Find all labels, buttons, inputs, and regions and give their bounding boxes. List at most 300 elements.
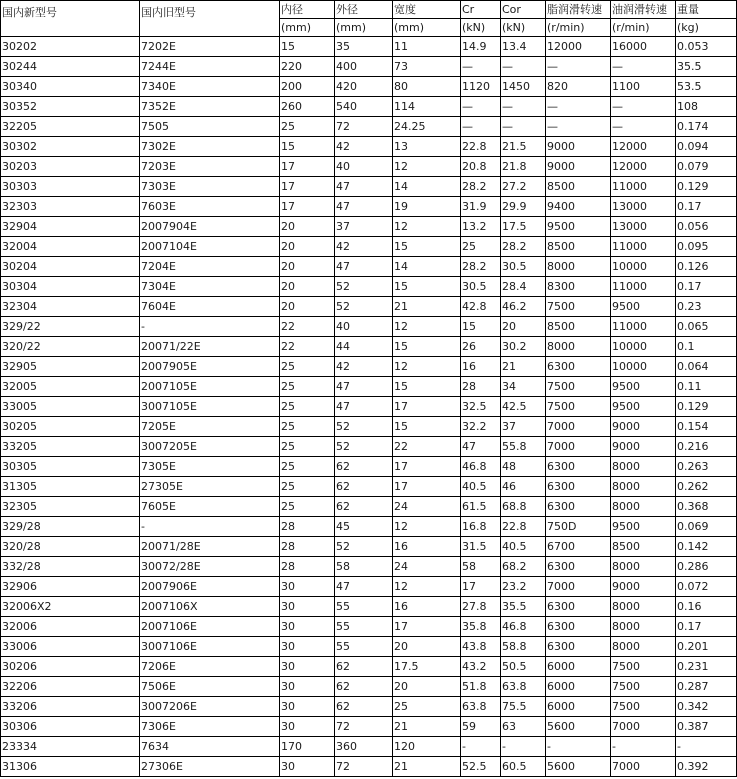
cell-oil-speed: — [611, 57, 676, 77]
cell-cr: 20.8 [461, 157, 501, 177]
cell-cr: 52.5 [461, 757, 501, 777]
cell-old-model: 7605E [140, 497, 280, 517]
cell-cor: 13.4 [501, 37, 546, 57]
cell-cor: 21 [501, 357, 546, 377]
table-row [1, 697, 737, 717]
cell-cor: 29.9 [501, 197, 546, 217]
cell-weight: 0.056 [676, 217, 737, 237]
cell-inner-diameter: 25 [280, 417, 335, 437]
cell-grease-speed: 6000 [546, 677, 611, 697]
cell-outer-diameter: 52 [335, 277, 393, 297]
cell-cr: 16 [461, 357, 501, 377]
cell-outer-diameter: 47 [335, 397, 393, 417]
cell-inner-diameter: 30 [280, 577, 335, 597]
cell-cor: 42.5 [501, 397, 546, 417]
cell-width: 24 [393, 557, 461, 577]
unit-weight: (kg) [676, 19, 737, 37]
table-row [1, 217, 737, 237]
cell-new-model: 32303 [1, 197, 140, 217]
cell-inner-diameter: 25 [280, 377, 335, 397]
table-row [1, 757, 737, 777]
cell-weight: 0.201 [676, 637, 737, 657]
cell-grease-speed: — [546, 97, 611, 117]
cell-width: 14 [393, 257, 461, 277]
cell-cr: 15 [461, 317, 501, 337]
cell-oil-speed: 9000 [611, 437, 676, 457]
cell-weight: 0.263 [676, 457, 737, 477]
cell-width: 12 [393, 517, 461, 537]
cell-grease-speed: 6700 [546, 537, 611, 557]
cell-grease-speed: 6300 [546, 557, 611, 577]
cell-outer-diameter: 47 [335, 197, 393, 217]
cell-oil-speed: 9500 [611, 297, 676, 317]
cell-oil-speed: 13000 [611, 197, 676, 217]
cell-weight: 0.1 [676, 337, 737, 357]
cell-new-model: 320/28 [1, 537, 140, 557]
cell-oil-speed: 10000 [611, 257, 676, 277]
cell-new-model: 329/22 [1, 317, 140, 337]
cell-inner-diameter: 25 [280, 497, 335, 517]
cell-cr: 25 [461, 237, 501, 257]
cell-width: 12 [393, 217, 461, 237]
cell-oil-speed: — [611, 117, 676, 137]
cell-new-model: 31306 [1, 757, 140, 777]
cell-cor: 1450 [501, 77, 546, 97]
cell-inner-diameter: 25 [280, 457, 335, 477]
unit-cr: (kN) [461, 19, 501, 37]
cell-cor: 27.2 [501, 177, 546, 197]
cell-inner-diameter: 30 [280, 677, 335, 697]
cell-inner-diameter: 170 [280, 737, 335, 757]
cell-weight: 0.094 [676, 137, 737, 157]
cell-grease-speed: 7500 [546, 297, 611, 317]
cell-width: 16 [393, 537, 461, 557]
header-cr: Cr [461, 1, 501, 19]
cell-oil-speed: 11000 [611, 277, 676, 297]
table-row [1, 537, 737, 557]
cell-outer-diameter: 52 [335, 537, 393, 557]
cell-cor: 50.5 [501, 657, 546, 677]
cell-oil-speed: 11000 [611, 237, 676, 257]
cell-new-model: 30306 [1, 717, 140, 737]
cell-oil-speed: 12000 [611, 157, 676, 177]
cell-cor: 40.5 [501, 537, 546, 557]
cell-old-model: 3007206E [140, 697, 280, 717]
cell-old-model: 7303E [140, 177, 280, 197]
cell-oil-speed: — [611, 97, 676, 117]
cell-outer-diameter: 420 [335, 77, 393, 97]
cell-outer-diameter: 62 [335, 697, 393, 717]
cell-width: 73 [393, 57, 461, 77]
cell-old-model: 7604E [140, 297, 280, 317]
cell-width: 24.25 [393, 117, 461, 137]
cell-width: 25 [393, 697, 461, 717]
cell-oil-speed: 13000 [611, 217, 676, 237]
cell-old-model: 7202E [140, 37, 280, 57]
table-row [1, 557, 737, 577]
cell-inner-diameter: 30 [280, 717, 335, 737]
cell-cr: 14.9 [461, 37, 501, 57]
cell-grease-speed: 9400 [546, 197, 611, 217]
cell-width: 22 [393, 437, 461, 457]
cell-old-model: 7206E [140, 657, 280, 677]
cell-width: 15 [393, 377, 461, 397]
header-old-model: 国内旧型号 [140, 1, 280, 37]
cell-inner-diameter: 30 [280, 757, 335, 777]
cell-grease-speed: 750D [546, 517, 611, 537]
cell-new-model: 30352 [1, 97, 140, 117]
header-cor: Cor [501, 1, 546, 19]
table-row [1, 497, 737, 517]
cell-weight: 0.216 [676, 437, 737, 457]
cell-inner-diameter: 15 [280, 37, 335, 57]
cell-width: 17 [393, 617, 461, 637]
cell-old-model: 7305E [140, 457, 280, 477]
cell-weight: 0.392 [676, 757, 737, 777]
cell-new-model: 32006 [1, 617, 140, 637]
table-row [1, 397, 737, 417]
cell-cor: 68.2 [501, 557, 546, 577]
table-row [1, 737, 737, 757]
cell-grease-speed: 7000 [546, 577, 611, 597]
cell-old-model: 7352E [140, 97, 280, 117]
table-row [1, 57, 737, 77]
cell-outer-diameter: 47 [335, 377, 393, 397]
cell-weight: 0.17 [676, 617, 737, 637]
cell-inner-diameter: 28 [280, 537, 335, 557]
cell-old-model: 7506E [140, 677, 280, 697]
cell-old-model: 7505 [140, 117, 280, 137]
cell-weight: 0.079 [676, 157, 737, 177]
cell-width: 17 [393, 457, 461, 477]
cell-cor: 35.5 [501, 597, 546, 617]
cell-cr: — [461, 117, 501, 137]
cell-width: 13 [393, 137, 461, 157]
cell-cor: 23.2 [501, 577, 546, 597]
table-row [1, 437, 737, 457]
cell-oil-speed: 8000 [611, 557, 676, 577]
cell-outer-diameter: 400 [335, 57, 393, 77]
unit-inner-diameter: (mm) [280, 19, 335, 37]
table-row [1, 597, 737, 617]
cell-inner-diameter: 25 [280, 357, 335, 377]
cell-cor: 28.2 [501, 237, 546, 257]
cell-width: 12 [393, 157, 461, 177]
cell-outer-diameter: 35 [335, 37, 393, 57]
cell-grease-speed: 6000 [546, 657, 611, 677]
cell-inner-diameter: 17 [280, 197, 335, 217]
cell-weight: 0.154 [676, 417, 737, 437]
cell-grease-speed: 9000 [546, 137, 611, 157]
cell-old-model: 7304E [140, 277, 280, 297]
cell-outer-diameter: 40 [335, 317, 393, 337]
cell-outer-diameter: 44 [335, 337, 393, 357]
cell-inner-diameter: 30 [280, 617, 335, 637]
cell-cr: 46.8 [461, 457, 501, 477]
cell-oil-speed: 9000 [611, 577, 676, 597]
cell-grease-speed: 12000 [546, 37, 611, 57]
cell-grease-speed: 8300 [546, 277, 611, 297]
cell-cr: 63.8 [461, 697, 501, 717]
cell-grease-speed: 8000 [546, 337, 611, 357]
header-outer-diameter: 外径 [335, 1, 393, 19]
cell-cor: 60.5 [501, 757, 546, 777]
cell-weight: 0.065 [676, 317, 737, 337]
cell-inner-diameter: 28 [280, 557, 335, 577]
cell-old-model: 3007106E [140, 637, 280, 657]
cell-old-model: 2007105E [140, 377, 280, 397]
cell-oil-speed: 8000 [611, 637, 676, 657]
cell-outer-diameter: 62 [335, 457, 393, 477]
header-weight: 重量 [676, 1, 737, 19]
cell-grease-speed: 8500 [546, 237, 611, 257]
header-grease-speed: 脂润滑转速 [546, 1, 611, 19]
cell-oil-speed: 16000 [611, 37, 676, 57]
cell-grease-speed: 9500 [546, 217, 611, 237]
cell-cor: 46.2 [501, 297, 546, 317]
cell-grease-speed: 6300 [546, 357, 611, 377]
cell-cor: 58.8 [501, 637, 546, 657]
cell-old-model: 7203E [140, 157, 280, 177]
unit-width: (mm) [393, 19, 461, 37]
cell-cor: 46 [501, 477, 546, 497]
cell-old-model: 2007104E [140, 237, 280, 257]
cell-cr: 43.2 [461, 657, 501, 677]
cell-weight: 0.129 [676, 397, 737, 417]
cell-oil-speed: 1100 [611, 77, 676, 97]
cell-cor: 46.8 [501, 617, 546, 637]
cell-inner-diameter: 20 [280, 217, 335, 237]
cell-cr: 26 [461, 337, 501, 357]
cell-weight: 0.142 [676, 537, 737, 557]
cell-grease-speed: 8500 [546, 177, 611, 197]
cell-cr: 58 [461, 557, 501, 577]
table-row [1, 297, 737, 317]
cell-grease-speed: 7000 [546, 417, 611, 437]
cell-new-model: 329/28 [1, 517, 140, 537]
cell-grease-speed: 8500 [546, 317, 611, 337]
cell-outer-diameter: 42 [335, 137, 393, 157]
cell-oil-speed: 7500 [611, 657, 676, 677]
cell-old-model: 7204E [140, 257, 280, 277]
cell-old-model: 30072/28E [140, 557, 280, 577]
cell-grease-speed: 7500 [546, 377, 611, 397]
table-row [1, 117, 737, 137]
cell-oil-speed: 7000 [611, 717, 676, 737]
cell-cr: 28.2 [461, 177, 501, 197]
cell-width: 19 [393, 197, 461, 217]
cell-new-model: 30204 [1, 257, 140, 277]
cell-width: 12 [393, 317, 461, 337]
cell-grease-speed: 8000 [546, 257, 611, 277]
cell-cor: 17.5 [501, 217, 546, 237]
cell-old-model: 7244E [140, 57, 280, 77]
header-inner-diameter: 内径 [280, 1, 335, 19]
cell-inner-diameter: 30 [280, 637, 335, 657]
cell-new-model: 31305 [1, 477, 140, 497]
cell-cr: 61.5 [461, 497, 501, 517]
cell-outer-diameter: 72 [335, 117, 393, 137]
cell-new-model: 32006X2 [1, 597, 140, 617]
cell-old-model: 20071/22E [140, 337, 280, 357]
cell-new-model: 33205 [1, 437, 140, 457]
cell-new-model: 33005 [1, 397, 140, 417]
cell-oil-speed: 8000 [611, 477, 676, 497]
cell-weight: 0.072 [676, 577, 737, 597]
cell-width: 15 [393, 237, 461, 257]
cell-old-model: 7306E [140, 717, 280, 737]
cell-cr: 40.5 [461, 477, 501, 497]
cell-oil-speed: 8000 [611, 497, 676, 517]
cell-inner-diameter: 22 [280, 337, 335, 357]
cell-oil-speed: - [611, 737, 676, 757]
cell-inner-diameter: 200 [280, 77, 335, 97]
cell-oil-speed: 9500 [611, 377, 676, 397]
cell-oil-speed: 9500 [611, 517, 676, 537]
table-row [1, 637, 737, 657]
cell-oil-speed: 9500 [611, 397, 676, 417]
cell-outer-diameter: 55 [335, 637, 393, 657]
cell-width: 12 [393, 357, 461, 377]
cell-cor: 21.8 [501, 157, 546, 177]
cell-width: 120 [393, 737, 461, 757]
cell-grease-speed: 6300 [546, 497, 611, 517]
cell-cr: 30.5 [461, 277, 501, 297]
cell-outer-diameter: 72 [335, 717, 393, 737]
cell-cor: 21.5 [501, 137, 546, 157]
cell-new-model: 30202 [1, 37, 140, 57]
cell-grease-speed: 6300 [546, 637, 611, 657]
table-row [1, 317, 737, 337]
cell-grease-speed: — [546, 117, 611, 137]
cell-cor: — [501, 57, 546, 77]
cell-width: 114 [393, 97, 461, 117]
cell-cr: 22.8 [461, 137, 501, 157]
table-row [1, 257, 737, 277]
cell-outer-diameter: 58 [335, 557, 393, 577]
cell-old-model: 7340E [140, 77, 280, 97]
cell-inner-diameter: 22 [280, 317, 335, 337]
table-row [1, 517, 737, 537]
cell-oil-speed: 11000 [611, 177, 676, 197]
cell-new-model: 30303 [1, 177, 140, 197]
cell-cor: — [501, 117, 546, 137]
table-row [1, 477, 737, 497]
cell-weight: 0.095 [676, 237, 737, 257]
cell-new-model: 32004 [1, 237, 140, 257]
cell-inner-diameter: 20 [280, 237, 335, 257]
cell-outer-diameter: 55 [335, 597, 393, 617]
cell-new-model: 30244 [1, 57, 140, 77]
cell-new-model: 33206 [1, 697, 140, 717]
cell-oil-speed: 10000 [611, 337, 676, 357]
cell-oil-speed: 7500 [611, 677, 676, 697]
unit-outer-diameter: (mm) [335, 19, 393, 37]
cell-grease-speed: 7500 [546, 397, 611, 417]
cell-cor: 55.8 [501, 437, 546, 457]
table-row [1, 197, 737, 217]
cell-oil-speed: 8000 [611, 617, 676, 637]
cell-inner-diameter: 25 [280, 397, 335, 417]
cell-cor: 63.8 [501, 677, 546, 697]
cell-cor: 48 [501, 457, 546, 477]
cell-weight: 0.387 [676, 717, 737, 737]
unit-cor: (kN) [501, 19, 546, 37]
cell-old-model: 2007904E [140, 217, 280, 237]
cell-outer-diameter: 62 [335, 677, 393, 697]
cell-cor: 34 [501, 377, 546, 397]
cell-weight: 0.16 [676, 597, 737, 617]
cell-weight: 108 [676, 97, 737, 117]
cell-weight: 0.069 [676, 517, 737, 537]
cell-weight: 0.17 [676, 197, 737, 217]
cell-width: 15 [393, 337, 461, 357]
cell-weight: 0.174 [676, 117, 737, 137]
table-row [1, 717, 737, 737]
table-row [1, 37, 737, 57]
cell-cor: - [501, 737, 546, 757]
cell-old-model: - [140, 317, 280, 337]
cell-new-model: 30305 [1, 457, 140, 477]
table-row [1, 457, 737, 477]
unit-grease-speed: (r/min) [546, 19, 611, 37]
cell-new-model: 32305 [1, 497, 140, 517]
cell-cr: — [461, 97, 501, 117]
cell-old-model: 7302E [140, 137, 280, 157]
cell-oil-speed: 7500 [611, 697, 676, 717]
cell-oil-speed: 8500 [611, 537, 676, 557]
cell-outer-diameter: 62 [335, 477, 393, 497]
cell-new-model: 32906 [1, 577, 140, 597]
cell-inner-diameter: 25 [280, 117, 335, 137]
cell-weight: 0.231 [676, 657, 737, 677]
cell-weight: 0.11 [676, 377, 737, 397]
cell-oil-speed: 8000 [611, 597, 676, 617]
cell-outer-diameter: 42 [335, 237, 393, 257]
cell-new-model: 33006 [1, 637, 140, 657]
cell-cor: 68.8 [501, 497, 546, 517]
cell-oil-speed: 11000 [611, 317, 676, 337]
cell-grease-speed: 5600 [546, 757, 611, 777]
cell-inner-diameter: 220 [280, 57, 335, 77]
cell-outer-diameter: 62 [335, 657, 393, 677]
cell-oil-speed: 8000 [611, 457, 676, 477]
cell-cr: 13.2 [461, 217, 501, 237]
table-row [1, 237, 737, 257]
table-row [1, 377, 737, 397]
cell-inner-diameter: 15 [280, 137, 335, 157]
cell-cr: 28.2 [461, 257, 501, 277]
cell-inner-diameter: 25 [280, 477, 335, 497]
table-row [1, 97, 737, 117]
cell-new-model: 30205 [1, 417, 140, 437]
cell-weight: 0.287 [676, 677, 737, 697]
cell-outer-diameter: 47 [335, 577, 393, 597]
cell-width: 20 [393, 637, 461, 657]
cell-cor: 37 [501, 417, 546, 437]
cell-grease-speed: 6300 [546, 617, 611, 637]
cell-weight: 0.17 [676, 277, 737, 297]
cell-grease-speed: 7000 [546, 437, 611, 457]
cell-cr: - [461, 737, 501, 757]
cell-old-model: - [140, 517, 280, 537]
cell-outer-diameter: 72 [335, 757, 393, 777]
cell-weight: 0.064 [676, 357, 737, 377]
table-row [1, 617, 737, 637]
table-row [1, 157, 737, 177]
cell-new-model: 30302 [1, 137, 140, 157]
cell-old-model: 20071/28E [140, 537, 280, 557]
